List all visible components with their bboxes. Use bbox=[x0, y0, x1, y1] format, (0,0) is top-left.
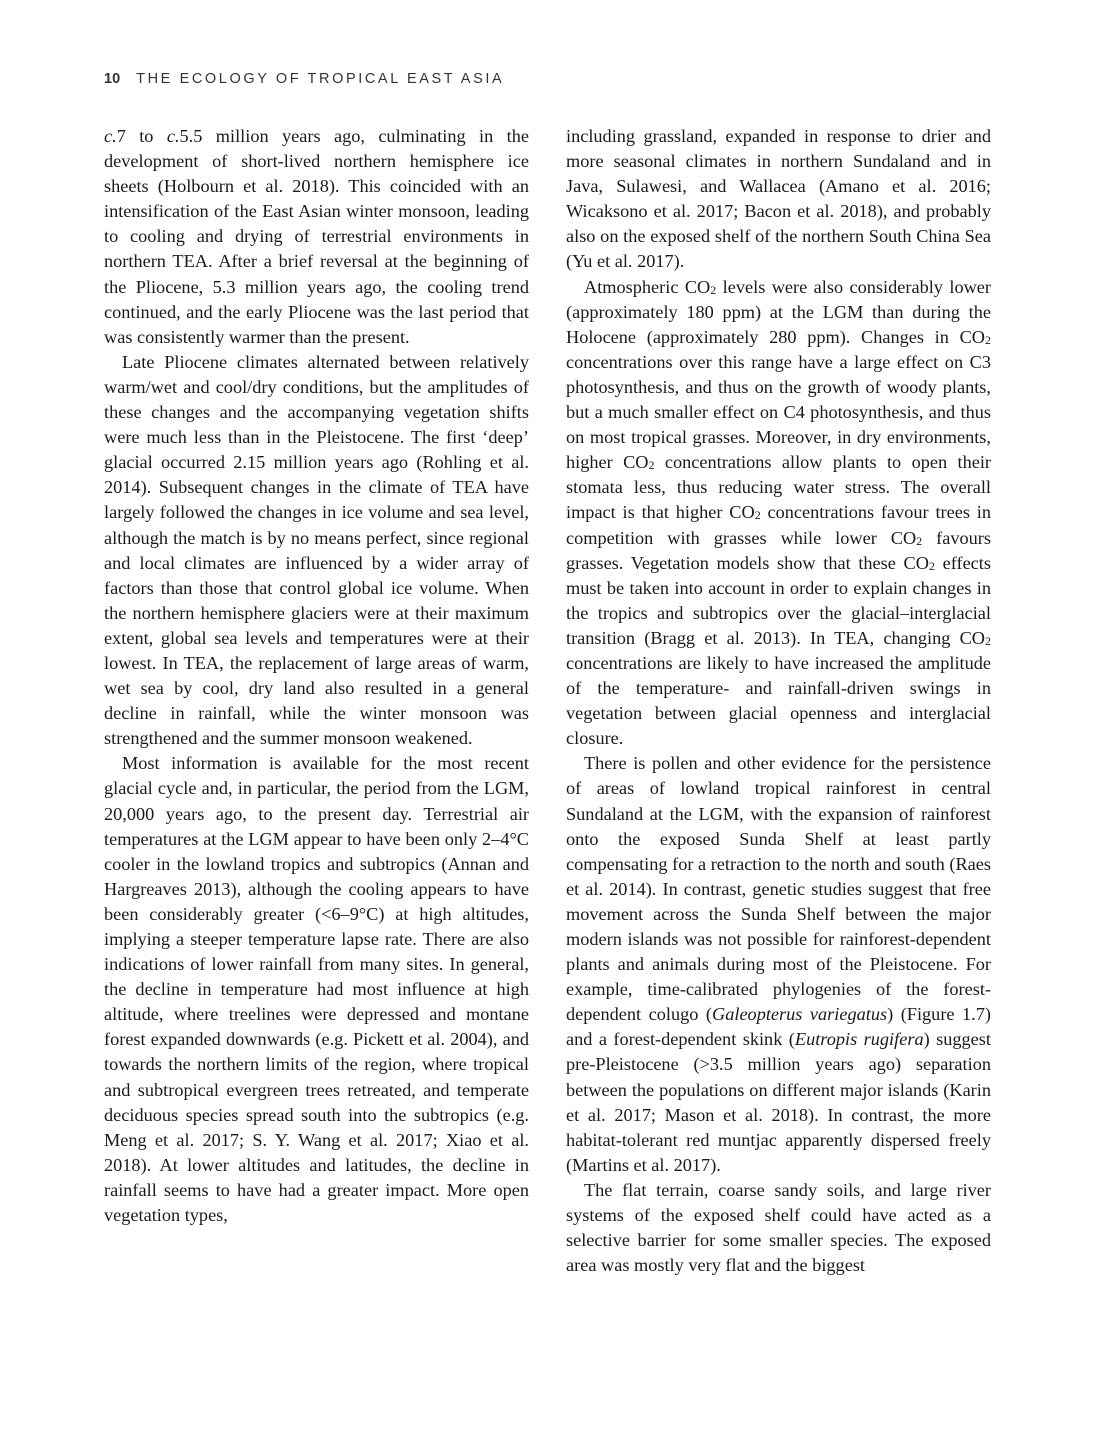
paragraph: including grassland, expanded in response to drier and more seasonal climates in northern Sundaland and in Java, Sulawesi, and Wallacea (Amano et al. 2016; Wicaksono et al. 2017; Bacon et al. 2018), and probably also on the exposed shelf of the northern South China Sea (Yu et al. 2017). bbox=[566, 126, 991, 272]
running-head bbox=[104, 71, 504, 87]
text-run: 5.5 million years ago, culminating in the development of short-lived northern hemisphere ice sheets (Holbourn et al. 2018). This coincided with an intensification of the East Asian winter monsoon, leading to cooling and drying of terrestrial environments in northern TEA. After a brief reversal at the beginning of the Pliocene, 5.3 million years ago, the cooling trend continued, and the early Pliocene was the last period that was consistently warmer than the present. bbox=[104, 126, 529, 347]
subscript: 2 bbox=[754, 508, 761, 523]
text-run: ) (Figure 1.7) and a forest-dependent skink ( bbox=[566, 1004, 991, 1050]
paragraph bbox=[566, 751, 991, 1178]
subscript: 2 bbox=[928, 558, 935, 573]
text-run: favours grasses. Vegetation models show that these CO bbox=[566, 527, 991, 573]
circa-abbrev: c. bbox=[166, 126, 180, 146]
left-column bbox=[104, 124, 529, 1228]
paragraph bbox=[104, 124, 529, 350]
paragraph bbox=[566, 275, 991, 752]
subscript: 2 bbox=[916, 533, 923, 548]
text-run: Atmospheric CO bbox=[584, 276, 711, 297]
subscript: 2 bbox=[648, 458, 655, 473]
text-run: effects must be taken into account in order to explain changes in the tropics and subtropics over the glacial–interglacial transition (Bragg et al. 2013). In TEA, changing CO bbox=[566, 552, 991, 648]
paragraph: Late Pliocene climates alternated between relatively warm/wet and cool/dry conditions, but the amplitudes of these changes and the accompanying vegetation shifts were much less than in the Pleistocene. The first ‘deep’ glacial occurred 2.15 million years ago (Rohling et al. 2014). Subsequent changes in the climate of TEA have largely followed the changes in ice volume and sea level, although the match is by no means perfect, since regional and local climates are influenced by a wider array of factors than those that control global ice volume. When the northern hemisphere glaciers were at their maximum extent, global sea levels and temperatures were at their lowest. In TEA, the replacement of large areas of warm, wet sea by cool, dry land also resulted in a general decline in rainfall, while the winter monsoon was strengthened and the summer monsoon weakened. bbox=[104, 351, 529, 749]
text-run: concentrations are likely to have increased the amplitude of the temperature- and rainfall-driven swings in vegetation between glacial openness and interglacial closure. bbox=[566, 652, 991, 749]
species-name: Galeopterus variegatus bbox=[712, 1004, 888, 1025]
subscript: 2 bbox=[985, 633, 991, 648]
subscript: 2 bbox=[985, 332, 991, 347]
paragraph: Most information is available for the most recent glacial cycle and, in particular, the period from the LGM, 20,000 years ago, to the present day. Terrestrial air temperatures at the LGM appear to have been only 2–4°C cooler in the lowland tropics and subtropics (Annan and Hargreaves 2013), although the cooling appears to have been considerably greater (<6–9°C) at high altitudes, implying a steeper temperature lapse rate. There are also indications of lower rainfall from many sites. In general, the decline in temperature had most influence at high altitude, where treelines were depressed and montane forest expanded downwards (e.g. Pickett et al. 2004), and towards the northern limits of the region, where tropical and subtropical evergreen trees retreated, and temperate deciduous species spread south into the subtropics (e.g. Meng et al. 2017; S. Y. Wang et al. 2017; Xiao et al. 2018). At lower altitudes and latitudes, the decline in rainfall seems to have had a greater impact. More open vegetation types, bbox=[104, 753, 529, 1226]
circa-abbrev: c. bbox=[104, 126, 117, 146]
text-run: concentrations allow plants to open their stomata less, thus reducing water stress. The overall impact is that higher CO bbox=[566, 452, 992, 523]
paragraph: The flat terrain, coarse sandy soils, and large river systems of the exposed shelf could have acted as a selective barrier for some smaller species. The exposed area was mostly very flat and the biggest bbox=[566, 1179, 991, 1276]
text-run: concentrations over this range have a large effect on C3 photosynthesis, and thus on the growth of woody plants, but a much smaller effect on C4 photosynthesis, and thus on most tropical grasses. Moreover, in dry environments, higher CO bbox=[566, 351, 991, 473]
page-number: 10 bbox=[104, 71, 121, 87]
text-run: 7 to bbox=[116, 126, 167, 146]
text-run: There is pollen and other evidence for the persistence of areas of lowland tropical rainforest in central Sundaland at the LGM, with the expansion of rainforest onto the exposed Sunda Shelf at least partly compensating for a retraction to the north and south (Raes et al. 2014). In contrast, genetic studies suggest that free movement across the Sunda Shelf between the major modern islands was not possible for rainforest-dependent plants and animals during most of the Pleistocene. For example, time-calibrated phylogenies of the forest-dependent colugo ( bbox=[566, 753, 991, 1025]
species-name: Eutropis rugifera bbox=[794, 1029, 924, 1050]
running-title: THE ECOLOGY OF TROPICAL EAST ASIA bbox=[136, 71, 505, 87]
subscript: 2 bbox=[710, 282, 717, 297]
text-run: levels were also considerably lower (approximately 180 ppm) at the LGM than during the Holocene (approximately 280 ppm). Changes in CO bbox=[566, 276, 991, 347]
right-column bbox=[566, 124, 991, 1278]
text-run: ) suggest pre-Pleistocene (>3.5 million years ago) separation between the populations on different major islands (Karin et al. 2017; Mason et al. 2018). In contrast, the more habitat-tolerant red muntjac apparently dispersed freely (Martins et al. 2017). bbox=[566, 1029, 991, 1175]
text-run: concentrations favour trees in competition with grasses while lower CO bbox=[566, 502, 991, 548]
